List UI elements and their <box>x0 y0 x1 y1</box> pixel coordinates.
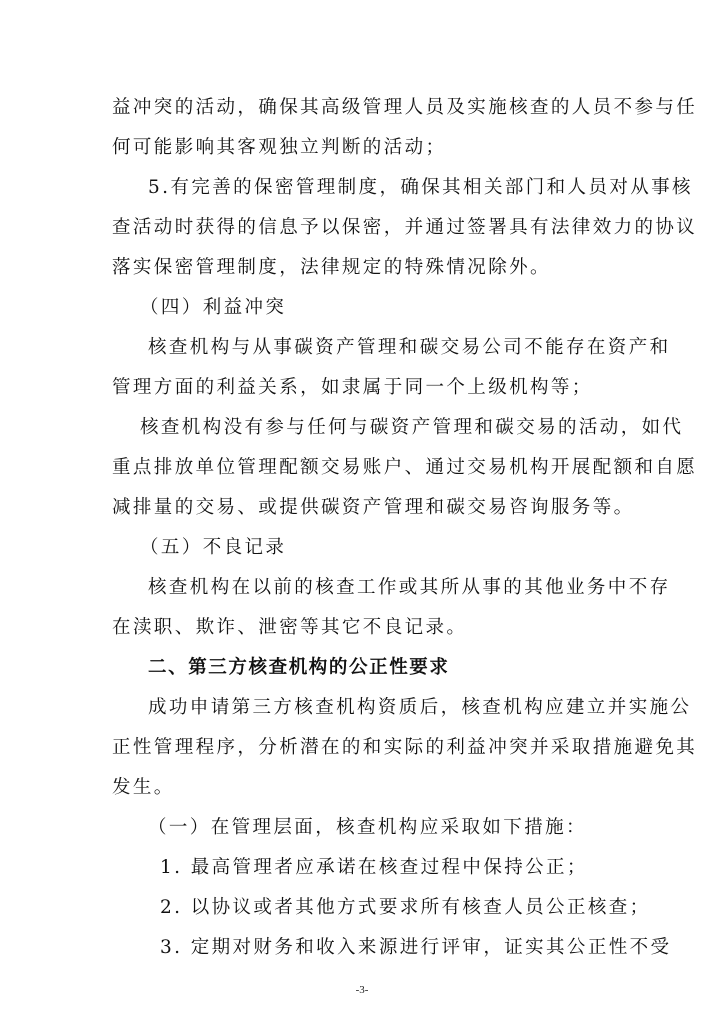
list-item: 1. 最高管理者应承诺在核查过程中保持公正； <box>160 857 588 878</box>
body-line: 查活动时获得的信息予以保密，并通过签署具有法律效力的协议 <box>112 217 698 238</box>
body-line: 落实保密管理制度，法律规定的特殊情况除外。 <box>112 257 551 278</box>
body-line: 管理方面的利益关系，如隶属于同一个上级机构等； <box>112 377 593 398</box>
section-heading: （四）利益冲突 <box>140 297 287 318</box>
body-line: 核查机构与从事碳资产管理和碳交易公司不能存在资产和 <box>148 337 671 358</box>
body-line: 在渎职、欺诈、泄密等其它不良记录。 <box>112 617 468 638</box>
body-line: 5.有完善的保密管理制度，确保其相关部门和人员对从事核 <box>148 177 693 198</box>
body-line: 重点排放单位管理配额交易账户、通过交易机构开展配额和自愿 <box>112 457 698 478</box>
body-line: 正性管理程序，分析潜在的和实际的利益冲突并采取措施避免其 <box>112 737 698 758</box>
section-heading: （五）不良记录 <box>140 537 287 558</box>
body-line: 核查机构没有参与任何与碳资产管理和碳交易的活动，如代 <box>140 417 684 438</box>
page-number: -3- <box>355 984 369 996</box>
body-line: 核查机构在以前的核查工作或其所从事的其他业务中不存 <box>148 577 671 598</box>
list-item: 3. 定期对财务和收入来源进行评审，证实其公正性不受 <box>160 937 672 958</box>
body-line: 发生。 <box>112 777 175 798</box>
list-item: 2. 以协议或者其他方式要求所有核查人员公正核查； <box>160 897 651 918</box>
body-line: 何可能影响其客观独立判断的活动； <box>112 137 447 158</box>
chapter-heading: 二、第三方核查机构的公正性要求 <box>148 657 450 678</box>
body-line: 益冲突的活动，确保其高级管理人员及实施核查的人员不参与任 <box>112 97 698 118</box>
body-line: 成功申请第三方核查机构资质后，核查机构应建立并实施公 <box>148 697 692 718</box>
body-line: 减排量的交易、或提供碳资产管理和碳交易咨询服务等。 <box>112 497 635 518</box>
section-heading: （一）在管理层面，核查机构应采取如下措施： <box>148 817 587 838</box>
